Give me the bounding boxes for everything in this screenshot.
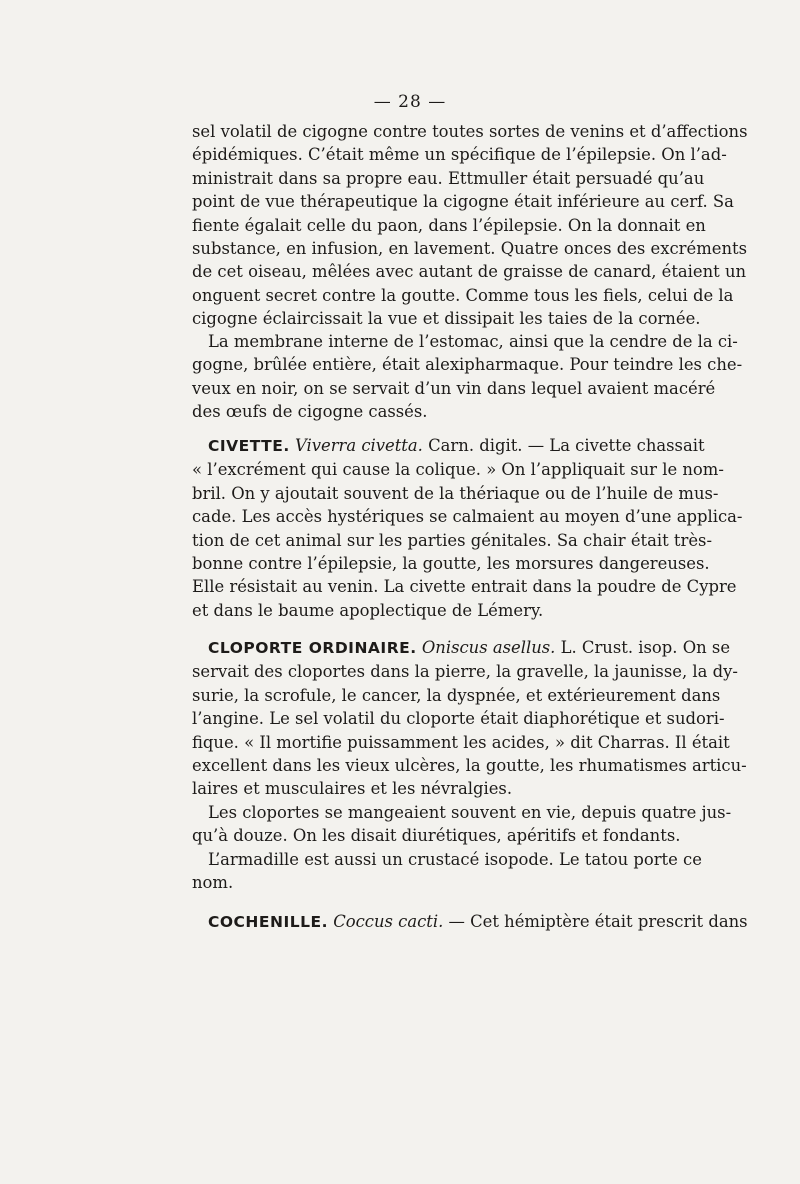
text-line: fiente égalait celle du paon, dans l’épilepsie. On la donnait en — [192, 215, 706, 235]
text-line: gogne, brûlée entière, était alexipharmaque. Pour teindre les che- — [192, 355, 743, 375]
entry-heading: CLOPORTE ORDINAIRE. — [208, 639, 417, 657]
text-line: épidémiques. C’était même un spécifique de l’épilepsie. On l’ad- — [192, 145, 727, 165]
latin-name: Oniscus asellus. — [421, 638, 556, 657]
entry-first-line — [192, 910, 748, 934]
text-line: nom. — [192, 873, 234, 893]
entry-heading: CIVETTE. — [208, 437, 290, 455]
text-line: qu’à douze. On les disait diurétiques, apéritifs et fondants. — [192, 826, 681, 846]
text-line: laires et musculaires et les névralgies. — [192, 779, 513, 799]
text-line: tion de cet animal sur les parties génitales. Sa chair était très- — [192, 530, 713, 550]
cigogne-paragraph-1 — [192, 120, 748, 331]
text-line: ministrait dans sa propre eau. Ettmuller était persuadé qu’au — [192, 168, 705, 188]
text-line: des œufs de cigogne cassés. — [192, 402, 428, 422]
text-line: servait des cloportes dans la pierre, la gravelle, la jaunisse, la dy- — [192, 662, 738, 682]
text-line: de cet oiseau, mêlées avec autant de graisse de canard, étaient un — [192, 262, 747, 282]
entry-first-line — [192, 636, 731, 660]
cloporte-entry — [192, 636, 747, 894]
text-line: fique. « Il mortifie puissamment les acides, » dit Charras. Il était — [192, 732, 730, 752]
cochenille-entry — [192, 910, 748, 934]
text-line: l’angine. Le sel volatil du cloporte était diaphorétique et sudori- — [192, 709, 725, 729]
text-line: onguent secret contre la goutte. Comme tous les fiels, celui de la — [192, 285, 734, 305]
text-line: substance, en infusion, en lavement. Quatre onces des excréments — [192, 239, 748, 259]
entry-heading: COCHENILLE. — [208, 913, 328, 931]
entry-text: Carn. digit. — La civette chassait — [428, 436, 705, 455]
text-line: point de vue thérapeutique la cigogne était inférieure au cerf. Sa — [192, 192, 734, 212]
text-line: Elle résistait au venin. La civette entrait dans la poudre de Cypre — [192, 577, 737, 597]
cigogne-paragraph-2 — [192, 330, 743, 424]
text-line: cigogne éclaircissait la vue et dissipait les taies de la cornée. — [192, 309, 701, 329]
text-line: Les cloportes se mangeaient souvent en vie, depuis quatre jus- — [208, 802, 732, 822]
text-line: surie, la scrofule, le cancer, la dyspnée, et extérieurement dans — [192, 685, 721, 705]
text-line: veux en noir, on se servait d’un vin dans lequel avaient macéré — [192, 378, 716, 398]
text-line: L’armadille est aussi un crustacé isopode. Le tatou porte ce — [208, 849, 702, 869]
text-line: excellent dans les vieux ulcères, la goutte, les rhumatismes articu- — [192, 756, 747, 776]
entry-first-line — [192, 434, 705, 458]
text-line: bril. On y ajoutait souvent de la thériaque ou de l’huile de mus- — [192, 483, 719, 503]
text-line: « l’excrément qui cause la colique. » On l’appliquait sur le nom- — [192, 460, 724, 480]
text-line: La membrane interne de l’estomac, ainsi que la cendre de la ci- — [208, 332, 738, 351]
text-line: bonne contre l’épilepsie, la goutte, les morsures dangereuses. — [192, 554, 710, 574]
text-line: et dans le baume apoplectique de Lémery. — [192, 600, 544, 620]
text-line: cade. Les accès hystériques se calmaient au moyen d’une applica- — [192, 507, 743, 527]
page-number: — 28 — — [373, 92, 447, 112]
text-line: sel volatil de cigogne contre toutes sortes de venins et d’affections — [192, 122, 748, 141]
entry-text: L. Crust. isop. On se — [560, 638, 731, 657]
latin-name: Viverra civetta. — [294, 436, 423, 455]
latin-name: Coccus cacti. — [333, 912, 444, 931]
civette-entry — [192, 434, 743, 622]
entry-text: — Cet hémiptère était prescrit dans — [448, 912, 748, 931]
